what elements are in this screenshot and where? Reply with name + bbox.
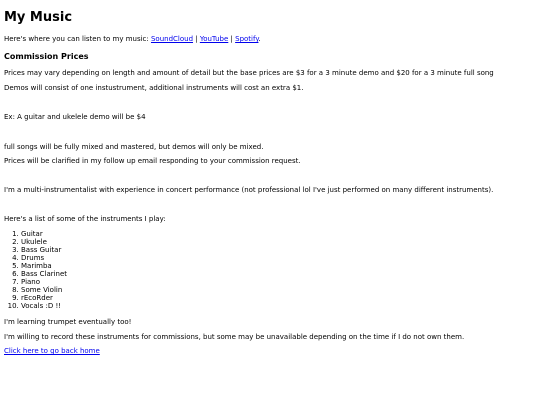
commission-heading: Commission Prices [4,52,89,61]
home-paragraph [4,347,100,355]
mixing-paragraph: full songs will be fully mixed and mastered, but demos will only be mixed. [4,143,264,151]
page-title: My Music [4,10,73,25]
list-item: 1. Guitar [21,230,67,238]
spotify-link[interactable]: Spotify [235,35,259,43]
link-separator: | [228,35,236,43]
list-item: 4. Drums [21,254,67,262]
intro-suffix: . [258,35,261,43]
prices-paragraph: Prices may vary depending on length and amount of detail but the base prices are $3 for a 3 minute demo and $20 for a 3 minute full song [4,69,494,77]
intro-prefix: Here's where you can listen to my music: [4,35,151,43]
list-item: 9. rEcoRder [21,294,67,302]
youtube-link[interactable]: YouTube [199,35,229,43]
link-separator: | [193,35,200,43]
list-item: 5. Marimba [21,262,67,270]
about-paragraph: I'm a multi-instrumentalist with experience in concert performance (not professional lol I've just performed on many different instruments). [4,186,494,194]
clarify-paragraph: Prices will be clarified in my follow up email responding to your commission request. [4,157,301,165]
record-paragraph: I'm willing to record these instruments for commissions, but some may be unavailable depending on the time if I do not own them. [4,333,465,341]
home-link[interactable]: Click here to go back home [4,347,100,355]
list-item: 2. Ukulele [21,238,67,246]
demos-paragraph: Demos will consist of one instustrument, additional instruments will cost an extra $1. [4,84,304,92]
list-item: 3. Bass Guitar [21,246,67,254]
trumpet-paragraph: I'm learning trumpet eventually too! [4,318,132,326]
list-item: 8. Some Violin [21,286,67,294]
list-item: 6. Bass Clarinet [21,270,67,278]
intro-paragraph [4,35,261,43]
instrument-list [4,230,67,310]
list-item: 7. Piano [21,278,67,286]
soundcloud-link[interactable]: SoundCloud [150,35,194,43]
example-paragraph: Ex: A guitar and ukelele demo will be $4 [4,113,146,121]
instruments-intro: Here's a list of some of the instruments I play: [4,215,166,223]
list-item: 10. Vocals :D !! [21,302,67,310]
